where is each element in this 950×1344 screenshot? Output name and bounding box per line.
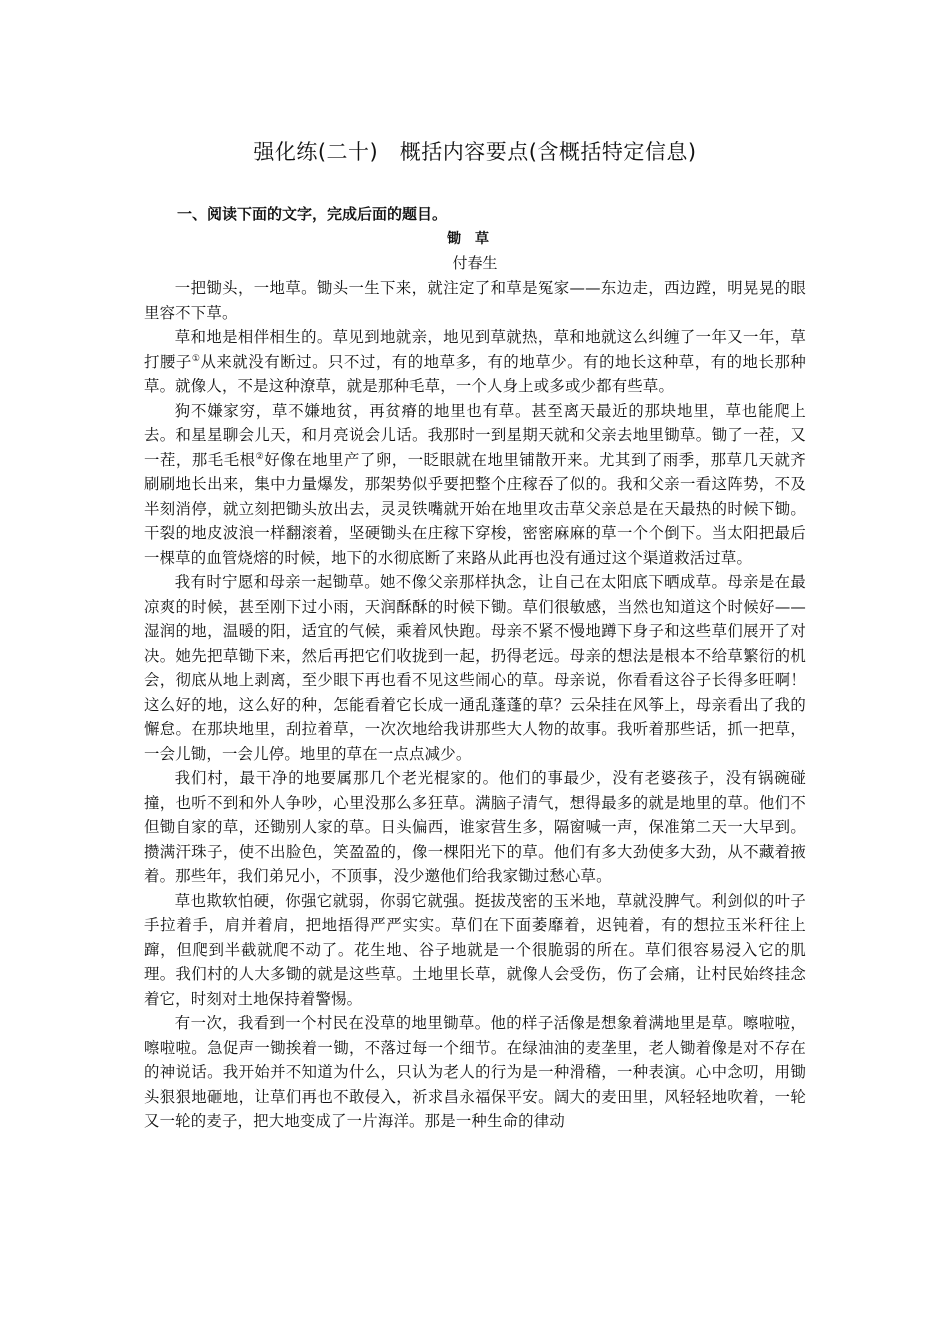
paragraph-text: 从来就没有断过。只不过，有的地草多，有的地草少。有的地长这种草，有的地长那种草。就像人，不是这种潦草，就是那种毛草，一个人身上或多或少都有些草。 [144,352,806,395]
essay-title: 锄草 [447,231,503,247]
section-heading: 一、阅读下面的文字，完成后面的题目。 [177,205,448,223]
paragraph-text: 我们村，最干净的地要属那几个老光棍家的。他们的事最少，没有老婆孩子，没有锅碗碰撞，也听不到和外人争吵，心里没那么多狂草。满脑子清气，想得最多的就是地里的草。他们不但锄自家的草，还锄别人家的草。日头偏西，谁家营生多，隔窗喊一声，保准第二天一大早到。攒满汗珠子，使不出脸色，笑盈盈的，像一棵阳光下的草。他们有多大劲使多大劲，从不藏着掖着。那些年，我们弟兄小，不顶事，没少邀他们给我家锄过愁心草。 [144,769,806,885]
paragraph-text: 狗不嫌家穷，草不嫌地贫，再贫瘠的地里也有草。甚至离天最近的那块地里，草也能爬上去。和星星聊会儿天，和月亮说会儿话。我那时一到星期天就和父亲去地里锄草。锄了一茬，又一茬，那毛毛根 [144,401,806,469]
paragraph-text: 我有时宁愿和母亲一起锄草。她不像父亲那样执念，让自己在太阳底下晒成草。母亲是在最凉爽的时候，甚至刚下过小雨，天润酥酥的时候下锄。草们很敏感，当然也知道这个时候好——湿润的地，温暖的阳，适宜的气候，乘着风快跑。母亲不紧不慢地蹲下身子和这些草们展开了对决。她先把草锄下来，然后再把它们收拢到一起，扔得老远。母亲的想法是根本不给草繁衍的机会，彻底从地上剥离，至少眼下再也看不见这些闹心的草。母亲说，你看看这谷子长得多旺啊！这么好的地，这么好的种，怎能看着它长成一通乱蓬蓬的草？云朵挂在风筝上，母亲看出了我的懈怠。在那块地里，刮拉着草，一次次地给我讲那些大人物的故事。我听着那些话，抓一把草，一会儿锄，一会儿停。地里的草在一点点减少。 [144,573,806,763]
essay-paragraph [144,570,806,766]
essay-paragraph [144,1011,806,1134]
paragraph-text: 草和地是相伴相生的。草见到地就亲，地见到草就热，草和地就这么纠缠了一年又一年，草打腰子 [144,328,806,371]
paragraph-text: 草也欺软怕硬，你强它就弱，你弱它就强。挺拔茂密的玉米地，草就没脾气。利剑似的叶子手拉着手，肩并着肩，把地捂得严严实实。草们在下面萎靡着，迟钝着，有的想拉玉米秆往上蹿，但爬到半截就爬不动了。花生地、谷子地就是一个很脆弱的所在。草们很容易浸入它的肌理。我们村的人大多锄的就是这些草。土地里长草，就像人会受伤，伤了会痛，让村民始终挂念着它，时刻对土地保持着警惕。 [144,891,806,1008]
essay-body [144,276,806,1134]
footnote-marker: ① [191,353,201,364]
essay-paragraph [144,889,806,1012]
paragraph-text: 一把锄头，一地草。锄头一生下来，就注定了和草是冤家——东边走，西边蹚，明晃晃的眼里容不下草。 [144,279,806,322]
essay-paragraph [144,399,806,571]
footnote-marker: ② [255,451,265,462]
essay-paragraph [144,325,806,399]
paragraph-text: 好像在地里产了卵，一眨眼就在地里铺散开来。尤其到了雨季，那草几天就齐刷刷地长出来，集中力量爆发，那架势似乎要把整个庄稼吞了似的。我和父亲一看这阵势，不及半刻消停，就立刻把锄头放出去，灵灵铁嘴就开始在地里攻击草父亲总是在天最热的时候下锄。干裂的地皮波浪一样翻滚着，坚硬锄头在庄稼下穿梭，密密麻麻的草一个个倒下。当太阳把最后一棵草的血管烧熔的时候，地下的水彻底断了来路从此再也没有通过这个渠道救活过草。 [144,450,806,567]
page-title: 强化练(二十) 概括内容要点(含概括特定信息) [253,140,697,164]
essay-paragraph [144,276,806,325]
essay-author: 付春生 [452,254,498,272]
paragraph-text: 有一次，我看到一个村民在没草的地里锄草。他的样子活像是想象着满地里是草。嚓啦啦，嚓啦啦。急促声一锄挨着一锄，不落过每一个细节。在绿油油的麦垄里，老人锄着像是对不存在的神说话。我开始并不知道为什么，只认为老人的行为是一种滑稽，一种表演。心中念叨，用锄头狠狠地砸地，让草们再也不敢侵入，祈求昌永福保平安。阔大的麦田里，风轻轻地吹着，一轮又一轮的麦子，把大地变成了一片海洋。那是一种生命的律动 [144,1014,806,1130]
essay-paragraph [144,766,806,889]
